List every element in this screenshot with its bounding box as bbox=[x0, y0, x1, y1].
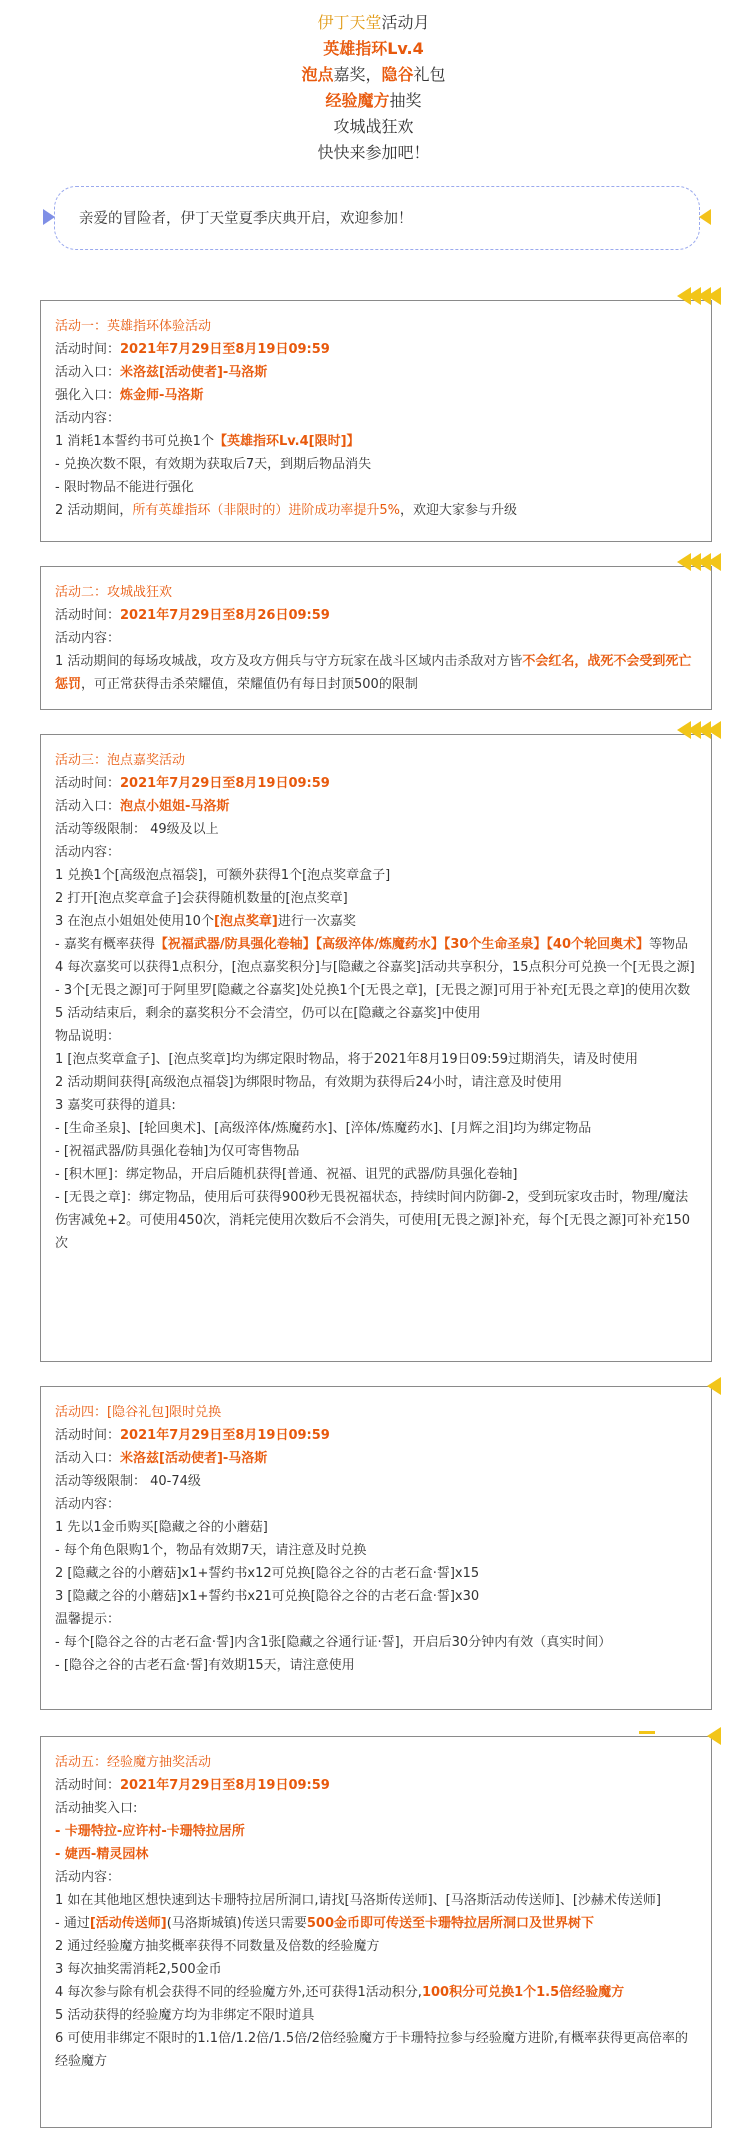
line-highlight: [泡点奖章] bbox=[213, 914, 278, 929]
line-text: ，欢迎大家参与升级 bbox=[400, 503, 518, 518]
dash-decoration-icon bbox=[639, 1731, 655, 1734]
activity-3-line-14: - [无畏之章]：绑定物品，使用后可获得900秒无畏祝福状态，持续时间内防御-2，受到玩家攻击时，物理/魔法伤害减免+2。可使用450次，消耗完使用次数后不会消失，可使用[无畏之源]补充，每个[无畏之源]可补充150次 bbox=[55, 1190, 691, 1251]
intro-line-5: 攻城战狂欢 bbox=[333, 117, 414, 136]
activity-3-line-4 bbox=[55, 933, 697, 956]
time-label: 活动时间： bbox=[55, 342, 121, 357]
time-value: 2021年7月29日至8月19日09:59 bbox=[120, 1778, 330, 1793]
activity-2-line-1 bbox=[55, 650, 697, 696]
activity-3-line-10: 3 嘉奖可获得的道具: bbox=[55, 1098, 176, 1113]
intro-line-1 bbox=[0, 10, 747, 36]
activity-1-entry bbox=[55, 361, 697, 384]
activity-4-line-1: 1 先以1金币购买[隐藏之谷的小蘑菇] bbox=[55, 1520, 268, 1535]
activity-3-time bbox=[55, 772, 697, 795]
intro-exp-cube: 经验魔方 bbox=[325, 91, 390, 110]
activity-4-line-2: - 每个角色限购1个，物品有效期7天，请注意及时兑换 bbox=[55, 1543, 367, 1558]
chevron-decoration-icon bbox=[681, 553, 721, 573]
activity-3-line-7: 5 活动结束后，剩余的嘉奖积分不会清空，仍可以在[隐藏之谷嘉奖]中使用 bbox=[55, 1006, 481, 1021]
intro-line-2 bbox=[0, 36, 747, 62]
activity-1-card bbox=[40, 300, 712, 542]
line-text: (马洛斯城镇)传送只需要 bbox=[166, 1916, 307, 1931]
entry-label: 活动入口： bbox=[55, 799, 121, 814]
intro-jiajiang: 嘉奖， bbox=[333, 65, 382, 84]
activity-3-content-label: 活动内容： bbox=[55, 845, 121, 860]
intro-block bbox=[0, 10, 747, 166]
entry-label: 活动入口： bbox=[55, 1451, 121, 1466]
activity-4-time bbox=[55, 1424, 697, 1447]
activity-5-entry-2: - 婕西-精灵园林 bbox=[55, 1847, 149, 1862]
line-text: 4 每次参与除有机会获得不同的经验魔方外,还可获得1活动积分, bbox=[55, 1985, 422, 2000]
triangle-right-icon bbox=[699, 209, 711, 225]
time-label: 活动时间： bbox=[55, 776, 121, 791]
line-highlight: 【祝福武器/防具强化卷轴】【高级淬体/炼魔药水】【30个生命圣泉】【40个轮回奥术】 bbox=[154, 937, 650, 952]
activity-5-line-6: 5 活动获得的经验魔方均为非绑定不限时道具 bbox=[55, 2008, 315, 2023]
activity-3-line-13: - [积木匣]：绑定物品，开启后随机获得[普通、祝福、诅咒的武器/防具强化卷轴] bbox=[55, 1167, 518, 1182]
time-value: 2021年7月29日至8月19日09:59 bbox=[120, 1428, 330, 1443]
intro-line-6: 快快来参加吧！ bbox=[317, 143, 430, 162]
activity-3-line-2: 2 打开[泡点奖章盒子]会获得随机数量的[泡点奖章] bbox=[55, 891, 348, 906]
activity-5-entry-1: - 卡珊特拉-应许村-卡珊特拉居所 bbox=[55, 1824, 245, 1839]
activity-4-level: 活动等级限制： 40-74级 bbox=[55, 1474, 201, 1489]
enhance-label: 强化入口： bbox=[55, 388, 121, 403]
intro-yingu: 隐谷 bbox=[381, 65, 414, 84]
intro-line-3 bbox=[0, 62, 747, 88]
time-label: 活动时间： bbox=[55, 1428, 121, 1443]
activity-2-title: 活动二：攻城战狂欢 bbox=[55, 585, 173, 600]
activity-5-line-1: 1 如在其他地区想快速到达卡珊特拉居所洞口,请找[马洛斯传送师]、[马洛斯活动传送师]、[沙赫术传送师] bbox=[55, 1893, 661, 1908]
activity-2-content-label: 活动内容： bbox=[55, 631, 121, 646]
entry-label: 活动入口： bbox=[55, 365, 121, 380]
activity-5-line-4: 3 每次抽奖需消耗2,500金币 bbox=[55, 1962, 222, 1977]
activity-5-entry-label: 活动抽奖入口: bbox=[55, 1801, 138, 1816]
activity-3-line-1: 1 兑换1个[高级泡点福袋]，可额外获得1个[泡点奖章盒子] bbox=[55, 868, 391, 883]
activity-3-line-9: 2 活动期间获得[高级泡点福袋]为绑限时物品，有效期为获得后24小时，请注意及时使用 bbox=[55, 1075, 563, 1090]
chevron-decoration-icon bbox=[711, 1727, 721, 1747]
activity-2-time bbox=[55, 604, 697, 627]
activity-5-line-3: 2 通过经验魔方抽奖概率获得不同数量及倍数的经验魔方 bbox=[55, 1939, 380, 1954]
activity-5-title: 活动五：经验魔方抽奖活动 bbox=[55, 1755, 212, 1770]
chevron-decoration-icon bbox=[711, 1377, 721, 1397]
chevron-decoration-icon bbox=[681, 287, 721, 307]
time-value: 2021年7月29日至8月19日09:59 bbox=[120, 342, 330, 357]
triangle-left-icon bbox=[43, 209, 55, 225]
line-highlight: 100积分可兑换1个1.5倍经验魔方 bbox=[421, 1985, 625, 2000]
time-value: 2021年7月29日至8月26日09:59 bbox=[120, 608, 330, 623]
line-text: 1 活动期间的每场攻城战，攻方及攻方佣兵与守方玩家在战斗区域内击杀敌对方皆 bbox=[55, 654, 523, 669]
line-highlight: 500金币即可传送至卡珊特拉居所洞口及世界树下 bbox=[306, 1916, 595, 1931]
line-text: 进行一次嘉奖 bbox=[277, 914, 356, 929]
intro-libao: 礼包 bbox=[413, 65, 446, 84]
activity-4-tips-label: 温馨提示： bbox=[55, 1612, 121, 1627]
enhance-value: 炼金师-马洛斯 bbox=[120, 388, 204, 403]
line-text: 1 消耗1本誓约书可兑换1个 bbox=[55, 434, 214, 449]
line-text: 等物品 bbox=[649, 937, 689, 952]
activity-3-level: 活动等级限制： 49级及以上 bbox=[55, 822, 219, 837]
activity-3-entry bbox=[55, 795, 697, 818]
time-label: 活动时间： bbox=[55, 608, 121, 623]
activity-3-line-6: - 3个[无畏之源]可于阿里罗[隐藏之谷嘉奖]处兑换1个[无畏之章]，[无畏之源]可用于补充[无畏之章]的使用次数 bbox=[55, 983, 691, 998]
line-text: - 通过 bbox=[55, 1916, 90, 1931]
welcome-banner bbox=[54, 186, 700, 250]
entry-value: 泡点小姐姐-马洛斯 bbox=[120, 799, 230, 814]
activity-3-title: 活动三：泡点嘉奖活动 bbox=[55, 753, 186, 768]
activity-1-content-label: 活动内容： bbox=[55, 411, 121, 426]
activity-1-line-1 bbox=[55, 430, 697, 453]
activity-3-line-3 bbox=[55, 910, 697, 933]
line-text: - 嘉奖有概率获得 bbox=[55, 937, 155, 952]
activity-4-line-4: 3 [隐藏之谷的小蘑菇]x1+誓约书x21可兑换[隐谷之谷的古老石盒·誓]x30 bbox=[55, 1589, 480, 1604]
activity-4-line-5: - 每个[隐谷之谷的古老石盒·誓]内含1张[隐藏之谷通行证·誓]，开启后30分钟内有效（真实时间） bbox=[55, 1635, 612, 1650]
activity-1-line-2: - 兑换次数不限，有效期为获取后7天，到期后物品消失 bbox=[55, 457, 372, 472]
activity-1-line-4 bbox=[55, 499, 697, 522]
activity-4-content-label: 活动内容： bbox=[55, 1497, 121, 1512]
activity-5-line-5 bbox=[55, 1981, 697, 2004]
activity-5-time bbox=[55, 1774, 697, 1797]
activity-3-line-12: - [祝福武器/防具强化卷轴]为仅可寄售物品 bbox=[55, 1144, 300, 1159]
activity-4-entry bbox=[55, 1447, 697, 1470]
activity-3-items-label: 物品说明： bbox=[55, 1029, 121, 1044]
activity-3-line-5: 4 每次嘉奖可以获得1点积分，[泡点嘉奖积分]与[隐藏之谷嘉奖]活动共享积分，15点积分可兑换一个[无畏之源] bbox=[55, 960, 695, 975]
activity-3-line-11: - [生命圣泉]、[轮回奥术]、[高级淬体/炼魔药水]、[淬体/炼魔药水]、[月辉之泪]均为绑定物品 bbox=[55, 1121, 592, 1136]
activity-1-enhance bbox=[55, 384, 697, 407]
line-highlight: 所有英雄指环（非限时的）进阶成功率提升5% bbox=[132, 503, 401, 518]
intro-line-4 bbox=[0, 88, 747, 114]
activity-5-card bbox=[40, 1736, 712, 2128]
chevron-decoration-icon bbox=[681, 721, 721, 741]
line-text: ，可正常获得击杀荣耀值，荣耀值仍有每日封顶500的限制 bbox=[81, 677, 418, 692]
activity-1-time bbox=[55, 338, 697, 361]
welcome-text: 亲爱的冒险者，伊丁天堂夏季庆典开启，欢迎参加！ bbox=[79, 211, 413, 227]
activity-3-card bbox=[40, 734, 712, 1362]
activity-1-line-3: - 限时物品不能进行强化 bbox=[55, 480, 194, 495]
line-text: 3 在泡点小姐姐处使用10个 bbox=[55, 914, 214, 929]
line-highlight: 不会红名，战死不会受到死亡惩罚 bbox=[55, 654, 692, 692]
activity-4-line-3: 2 [隐藏之谷的小蘑菇]x1+誓约书x12可兑换[隐谷之谷的古老石盒·誓]x15 bbox=[55, 1566, 480, 1581]
time-label: 活动时间： bbox=[55, 1778, 121, 1793]
activity-4-card bbox=[40, 1386, 712, 1710]
activity-5-line-2 bbox=[55, 1912, 697, 1935]
activity-3-line-8: 1 [泡点奖章盒子]、[泡点奖章]均为绑定限时物品，将于2021年8月19日09:59过期消失，请及时使用 bbox=[55, 1052, 639, 1067]
activity-2-card bbox=[40, 566, 712, 710]
entry-value: 米洛兹[活动使者]-马洛斯 bbox=[120, 365, 268, 380]
time-value: 2021年7月29日至8月19日09:59 bbox=[120, 776, 330, 791]
activity-5-content-label: 活动内容： bbox=[55, 1870, 121, 1885]
intro-paodian: 泡点 bbox=[301, 65, 334, 84]
intro-game-name: 伊丁天堂 bbox=[317, 13, 382, 32]
line-highlight: [活动传送师] bbox=[89, 1916, 167, 1931]
activity-4-title: 活动四：[隐谷礼包]限时兑换 bbox=[55, 1405, 222, 1420]
line-text: 2 活动期间， bbox=[55, 503, 133, 518]
activity-5-line-7: 6 可使用非绑定不限时的1.1倍/1.2倍/1.5倍/2倍经验魔方于卡珊特拉参与经验魔方进阶,有概率获得更高倍率的经验魔方 bbox=[55, 2031, 688, 2069]
entry-value: 米洛兹[活动使者]-马洛斯 bbox=[120, 1451, 268, 1466]
intro-month: 活动月 bbox=[381, 13, 430, 32]
line-highlight: 【英雄指环Lv.4[限时]】 bbox=[213, 434, 360, 449]
activity-4-line-6: - [隐谷之谷的古老石盒·誓]有效期15天，请注意使用 bbox=[55, 1658, 355, 1673]
activity-1-title: 活动一：英雄指环体验活动 bbox=[55, 319, 212, 334]
intro-lottery: 抽奖 bbox=[389, 91, 422, 110]
intro-hero-ring: 英雄指环Lv.4 bbox=[323, 39, 424, 58]
